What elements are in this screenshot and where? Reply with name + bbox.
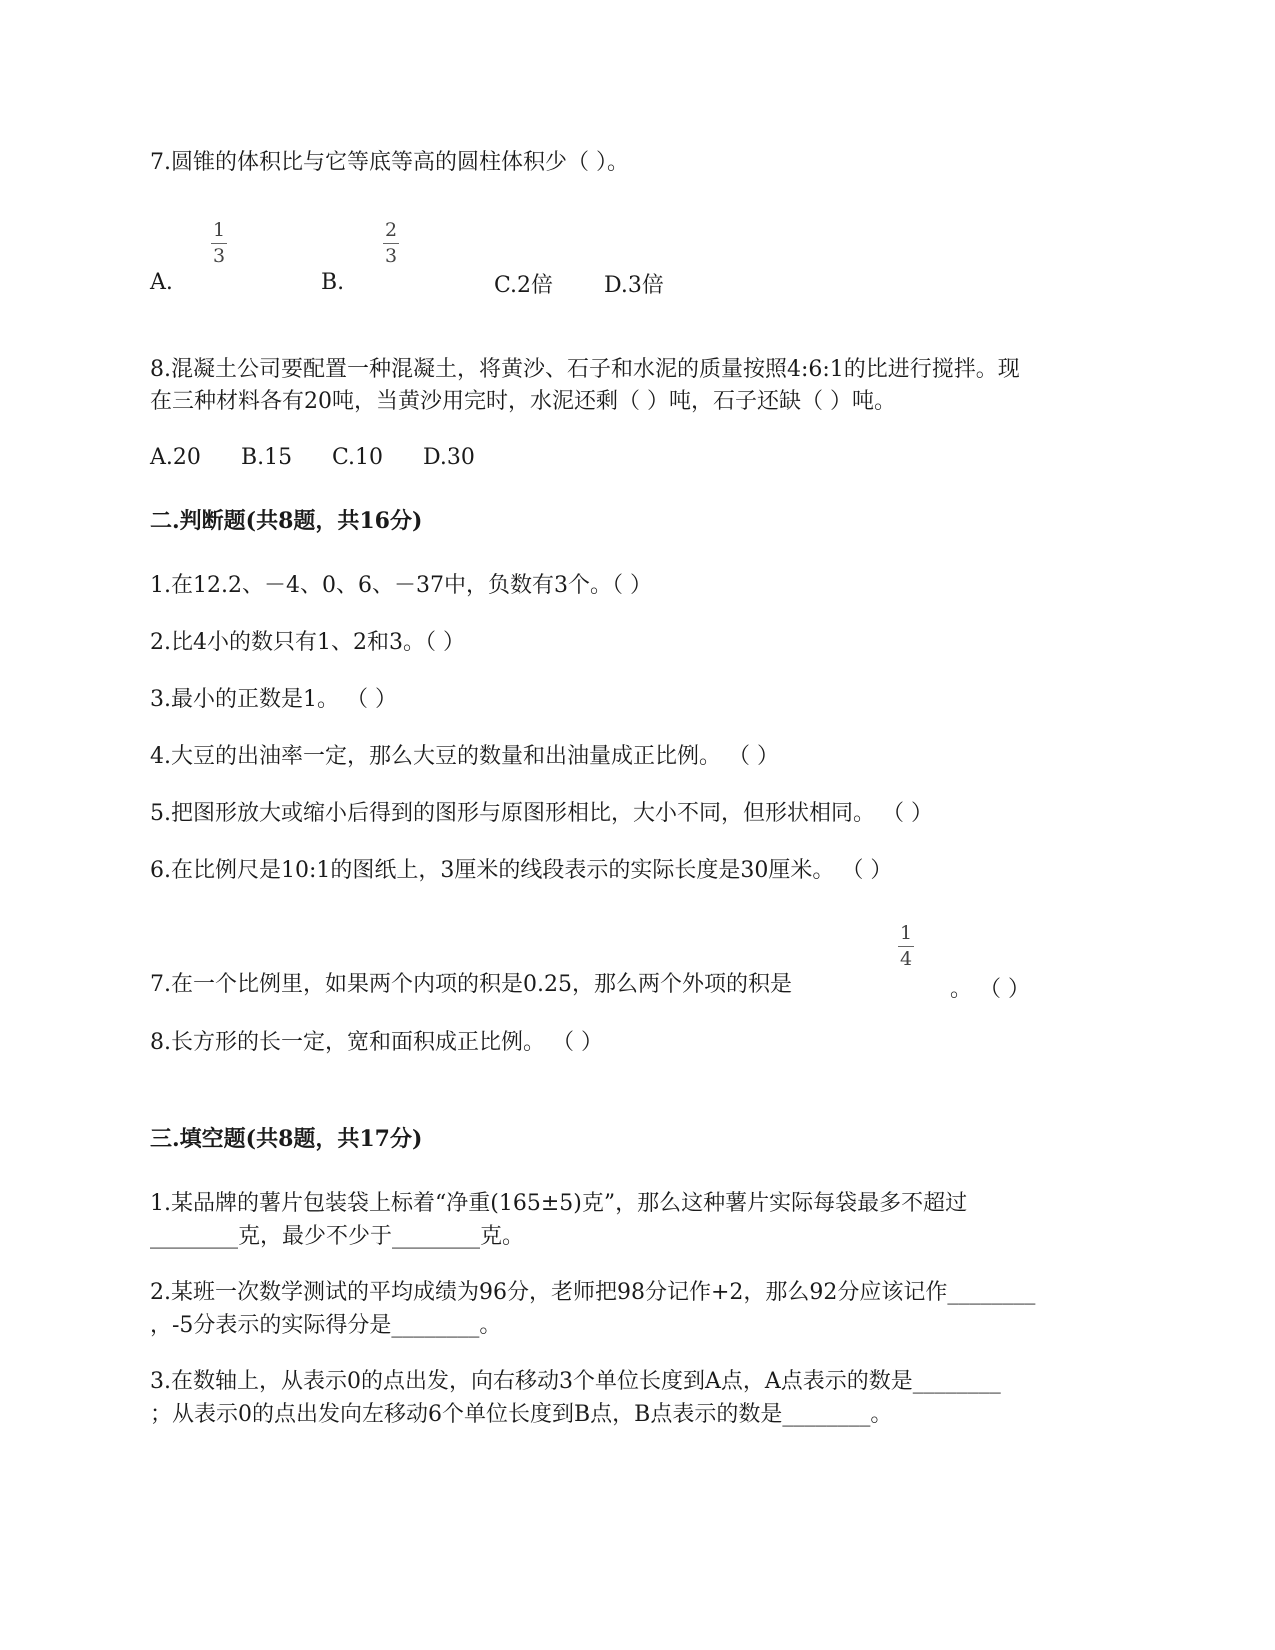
fill-item-1-line-2: ________克，最少不少于________克。: [150, 1224, 525, 1249]
judge-item-3: 3.最小的正数是1。 （ ）: [150, 687, 397, 712]
question-8-line-2: 在三种材料各有20吨，当黄沙用完时，水泥还剩（ ）吨，石子还缺（ ）吨。: [150, 389, 896, 414]
fraction-a: [211, 221, 227, 266]
fraction-bar: [898, 946, 914, 947]
judge-item-2: 2.比4小的数只有1、2和3。（ ）: [150, 630, 465, 655]
option-b: B.15: [241, 445, 293, 470]
section-2-heading: 二.判断题(共8题，共16分): [150, 508, 423, 534]
fraction-b-numerator: 2: [384, 219, 398, 241]
fraction-quarter-numerator: 1: [899, 922, 913, 944]
fill-item-1-line-1: 1.某品牌的薯片包装袋上标着“净重(165±5)克”，那么这种薯片实际每袋最多不超过: [150, 1191, 968, 1216]
judge-item-7-tail: 。 （ ）: [950, 977, 1030, 1002]
question-8-line-1: 8.混凝土公司要配置一种混凝土，将黄沙、石子和水泥的质量按照4:6:1的比进行搅拌。现: [150, 357, 1020, 382]
judge-item-5: 5.把图形放大或缩小后得到的图形与原图形相比，大小不同，但形状相同。 （ ）: [150, 801, 933, 826]
fraction-a-numerator: 1: [212, 219, 226, 241]
judge-item-6: 6.在比例尺是10:1的图纸上，3厘米的线段表示的实际长度是30厘米。 （ ）: [150, 858, 893, 883]
judge-item-7-text: 7.在一个比例里，如果两个内项的积是0.25，那么两个外项的积是: [150, 972, 792, 997]
question-7-text: 7.圆锥的体积比与它等底等高的圆柱体积少（ ）。: [150, 150, 629, 175]
fraction-bar: [211, 243, 227, 244]
fill-item-2-line-1: 2.某班一次数学测试的平均成绩为96分，老师把98分记作+2，那么92分应该记作________: [150, 1280, 1036, 1305]
fill-item-3-line-1: 3.在数轴上，从表示0的点出发，向右移动3个单位长度到A点，A点表示的数是________: [150, 1369, 1001, 1394]
fraction-quarter: [898, 924, 914, 969]
option-d: D.30: [423, 445, 475, 470]
fraction-a-denominator: 3: [212, 245, 226, 267]
fill-item-2-line-2: ，-5分表示的实际得分是________。: [150, 1313, 502, 1338]
judge-item-1: 1.在12.2、－4、0、6、－37中，负数有3个。（ ）: [150, 573, 652, 598]
option-c: C.10: [332, 445, 384, 470]
fraction-b: [383, 221, 399, 266]
option-b: B.: [321, 270, 345, 295]
option-d: D.3倍: [604, 273, 664, 298]
option-a: A.20: [150, 445, 201, 470]
judge-item-8: 8.长方形的长一定，宽和面积成正比例。 （ ）: [150, 1030, 603, 1055]
fill-item-3-line-2: ；从表示0的点出发向左移动6个单位长度到B点，B点表示的数是________。: [150, 1402, 893, 1427]
section-3-heading: 三.填空题(共8题，共17分): [150, 1126, 423, 1152]
option-a: A.: [150, 270, 173, 295]
option-c: C.2倍: [494, 273, 554, 298]
judge-item-4: 4.大豆的出油率一定，那么大豆的数量和出油量成正比例。 （ ）: [150, 744, 779, 769]
fraction-bar: [383, 243, 399, 244]
fraction-quarter-denominator: 4: [899, 948, 913, 970]
fraction-b-denominator: 3: [384, 245, 398, 267]
